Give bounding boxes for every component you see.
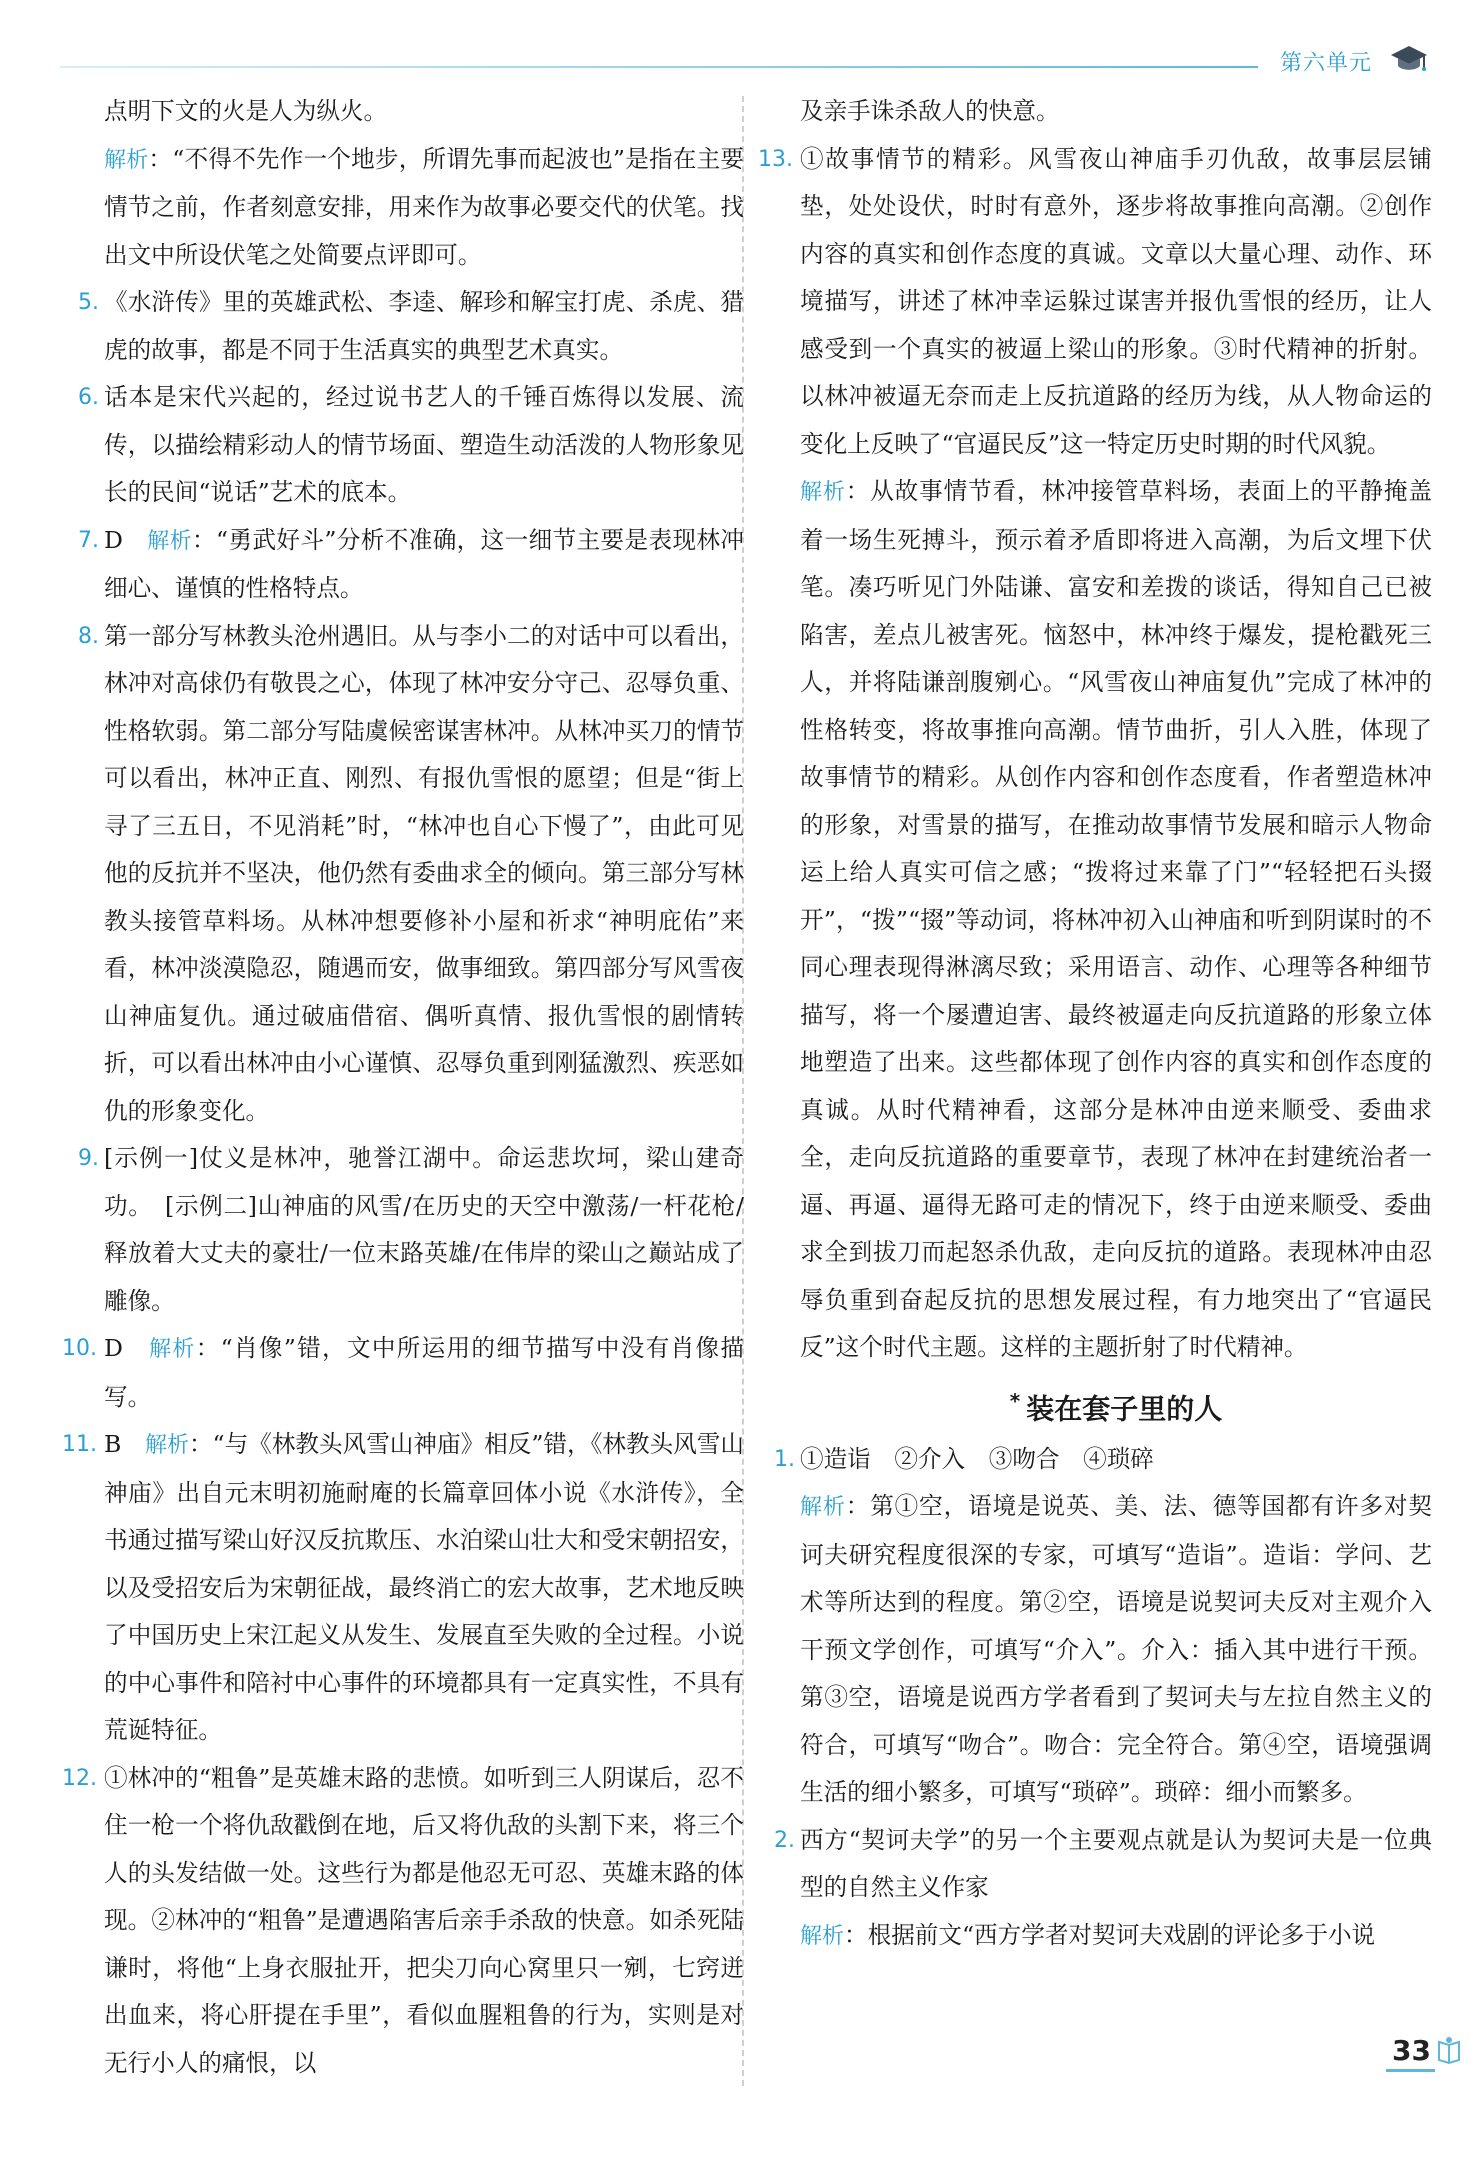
graduation-cap-icon	[1390, 44, 1428, 74]
answer-11: 11. B 解析：“与《林教头风雪山神庙》相反”错，《林教头风雪山神庙》出自元末明初施耐庵的长篇章回体小说《水浒传》，全书通过描写梁山好汉反抗欺压、水泊梁山壮大和受宋朝招安，以及受招安后为宋朝征战，最终消亡的宏大故事，艺术地反映了中国历史上宋江起义从发生、发展直至失败的全过程。小说的中心事件和陪衬中心事件的环境都具有一定真实性，不具有荒诞特征。	[104, 1421, 744, 1755]
answer-choice: B	[104, 1430, 145, 1458]
analysis-label: 解析	[147, 528, 193, 554]
question-number: 12.	[62, 1765, 97, 1791]
answer-13: 13. ①故事情节的精彩。风雪夜山神庙手刃仇敌，故事层层铺垫，处处设伏，时时有意外，逐步将故事推向高潮。②创作内容的真实和创作态度的真诚。文章以大量心理、动作、环境描写，讲述了林冲幸运躲过谋害并报仇雪恨的经历，让人感受到一个真实的被逼上梁山的形象。③时代精神的折射。以林冲被逼无奈而走上反抗道路的经历为线，从人物命运的变化上反映了“官逼民反”这一特定历史时期的时代风貌。	[800, 136, 1432, 469]
answer-s2: 2. 西方“契诃夫学”的另一个主要观点就是认为契诃夫是一位典型的自然主义作家	[800, 1817, 1432, 1912]
question-number: 2.	[774, 1827, 795, 1853]
continuation-text: 及亲手诛杀敌人的快意。	[800, 97, 1060, 125]
book-icon	[1436, 2036, 1462, 2066]
left-column	[62, 88, 744, 2087]
answer-6: 6. 话本是宋代兴起的，经过说书艺人的千锤百炼得以发展、流传，以描绘精彩动人的情节场面、塑造生动活泼的人物形象见长的民间“说话”艺术的底本。	[104, 374, 744, 517]
answer-10: 10. D 解析：“肖像”错，文中所运用的细节描写中没有肖像描写。	[104, 1325, 744, 1421]
analysis-label: 解析	[800, 1495, 846, 1521]
answer-choice: D	[104, 525, 148, 554]
question-number: 5.	[78, 290, 99, 315]
question-number: 6.	[78, 385, 99, 410]
answer-9: 9. [示例一]仗义是林冲，驰誉江湖中。命运悲坎坷，梁山建奇功。 [示例二]山神庙的风雪/在历史的天空中激荡/一杆花枪/释放着大丈夫的豪壮/一位末路英雄/在伟岸的梁山之巅站成了雕像。	[104, 1135, 744, 1325]
analysis-label: 解析	[144, 1433, 189, 1458]
question-number: 13.	[758, 146, 793, 172]
unit-label: 第六单元	[1280, 51, 1373, 76]
answer-12: 12. ①林冲的“粗鲁”是英雄末路的悲愤。如听到三人阴谋后，忍不住一枪一个将仇敌戳倒在地，后又将仇敌的头割下来，将三个人的头发结做一处。这些行为都是他忍无可忍、英雄末路的体现。②林冲的“粗鲁”是遭遇陷害后亲手杀敌的快意。如杀死陆谦时，将他“上身衣服扯开，把尖刀向心窝里只一剜，七窍迸出血来，将心肝提在手里”，看似血腥粗鲁的行为，实则是对无行小人的痛恨，以	[104, 1755, 744, 2088]
analysis-s2: 解析：根据前文“西方学者对契诃夫戏剧的评论多于小说	[800, 1920, 1376, 1949]
analysis-s1: 解析：第①空，语境是说英、美、法、德等国都有许多对契诃夫研究程度很深的专家，可填写“造诣”。造诣：学问、艺术等所达到的程度。第②空，语境是说契诃夫反对主观介入干预文学创作，可填写“介入”。介入：插入其中进行干预。第③空，语境是说西方学者看到了契诃夫与左拉自然主义的符合，可填写“吻合”。吻合：完全符合。第④空，语境强调生活的细小繁多，可填写“琐碎”。琐碎：细小而繁多。	[800, 1492, 1432, 1807]
answer-7: 7. D 解析：“勇武好斗”分析不准确，这一细节主要是表现林冲细心、谨慎的性格特点。	[104, 517, 744, 613]
answer-8: 8. 第一部分写林教头沧州遇旧。从与李小二的对话中可以看出，林冲对高俅仍有敬畏之心，体现了林冲安分守己、忍辱负重、性格软弱。第二部分写陆虞候密谋害林冲。从林冲买刀的情节可以看出，林冲正直、刚烈、有报仇雪恨的愿望；但是“街上寻了三五日，不见消耗”时，“林冲也自心下慢了”，由此可见他的反抗并不坚决，他仍然有委曲求全的倾向。第三部分写林教头接管草料场。从林冲想要修补小屋和祈求“神明庇佑”来看，林冲淡漠隐忍，随遇而安，做事细致。第四部分写风雪夜山神庙复仇。通过破庙借宿、偶听真情、报仇雪恨的剧情转折，可以看出林冲由小心谨慎、忍辱负重到刚猛激烈、疾恶如仇的形象变化。	[104, 613, 744, 1136]
page-number: 33	[1386, 2034, 1435, 2072]
question-number: 7.	[78, 527, 99, 553]
section-title: * 装在套子里的人	[1009, 1388, 1223, 1425]
answer-s1: 1. ①造诣 ②介入 ③吻合 ④琐碎	[800, 1436, 1432, 1484]
question-number: 1.	[774, 1446, 795, 1472]
question-number: 9.	[78, 1146, 99, 1171]
analysis-label: 解析	[104, 147, 149, 173]
analysis-13: 解析：从故事情节看，林冲接管草料场，表面上的平静掩盖着一场生死搏斗，预示着矛盾即将进入高潮，为后文埋下伏笔。凑巧听见门外陆谦、富安和差拨的谈话，得知自己已被陷害，差点儿被害死。恼怒中，林冲终于爆发，提枪戳死三人，并将陆谦剖腹剜心。“风雪夜山神庙复仇”完成了林冲的性格转变，将故事推向高潮。情节曲折，引人入胜，体现了故事情节的精彩。从创作内容和创作态度看，作者塑造林冲的形象，对雪景的描写，在推动故事情节发展和暗示人物命运上给人真实可信之感；“拨将过来靠了门”“轻轻把石头掇开”，“拨”“掇”等动词，将林冲初入山神庙和听到阴谋时的不同心理表现得淋漓尽致；采用语言、动作、心理等各种细节描写，将一个屡遭迫害、最终被逼走向反抗道路的形象立体地塑造了出来。这些都体现了创作内容的真实和创作态度的真诚。从时代精神看，这部分是林冲由逆来顺受、委曲求全，走向反抗道路的重要章节，表现了林冲在封建统治者一逼、再逼、逼得无路可走的情况下，终于由逆来顺受、委曲求全到拔刀而起怒杀仇敌，走向反抗的道路。表现林冲由忍辱负重到奋起反抗的思想发展过程，有力地突出了“官逼民反”这个时代主题。这样的主题折射了时代精神。	[800, 477, 1432, 1361]
analysis-label: 解析	[149, 1337, 196, 1362]
question-number: 11.	[62, 1432, 97, 1457]
analysis-4: 解析：“不得不先作一个地步，所谓先事而起波也”是指在主要情节之前，作者刻意安排，用来作为故事必要交代的伏笔。找出文中所设伏笔之处简要点评即可。	[104, 144, 744, 269]
continuation-text: 点明下文的火是人为纵火。	[104, 97, 388, 125]
right-column	[758, 88, 1432, 1960]
question-number: 10.	[62, 1336, 97, 1361]
analysis-label: 解析	[800, 1923, 845, 1949]
answer-5: 5. 《水浒传》里的英雄武松、李逵、解珍和解宝打虎、杀虎、猎虎的故事，都是不同于生活真实的典型艺术真实。	[104, 279, 744, 374]
analysis-label: 解析	[800, 480, 846, 505]
answer-choice: D	[104, 1334, 150, 1362]
header-rule	[60, 66, 1258, 68]
question-number: 8.	[78, 623, 99, 649]
